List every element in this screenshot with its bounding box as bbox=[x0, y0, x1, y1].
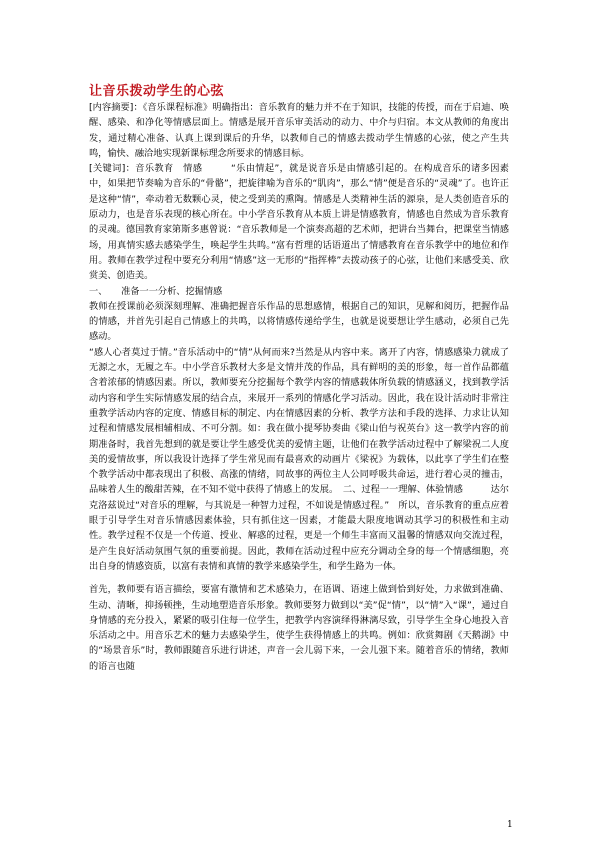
page-number: 1 bbox=[507, 820, 513, 830]
body-paragraph: 教师在授课前必须深刻理解、准确把握音乐作品的思想感情，根据自己的知识，见解和阅历，把握作品的情感，并首先引起自己情感上的共鸣，以将情感传递给学生，也就是说要想让学生感动，必须自己先感动。 bbox=[89, 300, 509, 343]
keywords-paragraph: [关键词]：音乐教育 情感 “乐由情起”，就是说音乐是由情感引起的。在构成音乐的诸多因素中，如果把节奏喻为音乐的“骨骼”，把旋律喻为音乐的“肌肉”，那么“情”便是音乐的“灵魂”了。也许正是这种“情”，牵动着无数颗心灵，使之受到美的熏陶。情感是人类精神生活的源泉，是人类创造音乐的原动力，也是音乐表现的核心所在。中小学音乐教育从本质上讲是情感教育，情感也自然成为音乐教育的灵魂。德国教育家第斯多惠曾说：“音乐教师是一个演奏高超的艺术师，把讲台当舞台，把课堂当情感场，用真情实感去感染学生，唤起学生共鸣。”富有哲理的话语道出了情感教育在音乐教学中的地位和作用。教师在教学过程中要充分利用“情感”这一无形的“指挥棒”去拨动孩子的心弦，让他们来感受美、欣赏美、创造美。 bbox=[89, 163, 509, 282]
document-title: 让音乐拨动学生的心弦 bbox=[89, 84, 225, 99]
document-body bbox=[89, 100, 509, 674]
abstract-paragraph: [内容摘要]：《音乐课程标准》明确指出：音乐教育的魅力并不在于知识，技能的传授，而在于启迪、唤醒、感染、和净化等情感层面上。情感是展开音乐审美活动的动力、中介与归宿。本文从教师的角度出发，通过精心准备、认真上课到课后的升华，以教师自己的情感去拨动学生情感的心弦，使之产生共鸣，愉快、融洽地实现新课标理念所要求的情感目标。 bbox=[89, 102, 509, 159]
body-paragraph: “感人心者莫过于情。”音乐活动中的“情”从何而来?当然是从内容中来。离开了内容，情感感染力就成了无源之水，无履之车。中小学音乐教材大多是文情并茂的作品，具有鲜明的美的形象，每一首作品都蕴含着浓郁的情感因素。所以，教师要充分挖掘每个教学内容的情感载体所负载的情感涵义，找到教学活动内容和学生实际情感发展的结合点，来展开一系列的情感化学习活动。因此，我在设计活动时非常注重教学活动内容的定度、情感目标的制定、内在情感因素的分析、教学方法和手段的选择、力求让认知过程和情感发展相辅相成、不可分割。如：我在做小提琴协奏曲《梁山伯与祝英台》这一教学内容的前期准备时，我首先想到的就是要让学生感受优美的爱情主题，让他们在教学活动过程中了解梁祝二人度美的爱情故事，所以我设计选择了学生常见而有最喜欢的动画片《梁祝》为载体，以此享了学生们在整个教学活动中都表现出了积极、高涨的情绪，同故事的两位主人公同呼吸共命运，进行着心灵的撞击，品味着人生的酸甜苦辣，在不知不觉中获得了情感上的发展。 二、过程一一理解、体验情感 达尔克洛兹说过“对音乐的理解，与其说是一种智力过程，不如说是情感过程。” 所以，音乐教育的重点应着眼于引导学生对音乐情感因素体验，只有抓住这一因素，才能最大限度地调动其学习的积极性和主动性。教学过程不仅是一个传道、授业、解惑的过程，更是一个师生丰富而又温馨的情感双向交流过程，是产生良好活动氛围气氛的重要前提。因此，教师在活动过程中应充分调动全身的每一个情感细胞，亮出自身的情感资质，以富有表情和真情的教学来感染学生，和学生路为一体。 bbox=[89, 346, 509, 572]
body-paragraph: 首先，教师要有语言描绘，要富有激情和艺术感染力，在语调、语速上做到恰到好处，力求做到准确、生动、清晰，抑扬顿挫，生动地塑造音乐形象。教师要努力做到以“美”促“情”，以“情”入“课”，通过自身情感的充分投入，紧紧的吸引住每一位学生，把教学内容演绎得淋漓尽致，引导学生全身心地投入音乐活动之中。用音乐艺术的魅力去感染学生，使学生获得情感上的共鸣。例如：欣赏舞剧《天鹅湖》中的“场景音乐”时，教师跟随音乐进行讲述，声音一会儿弱下来，一会儿强下来。随着音乐的情绪，教师的语言也随 bbox=[89, 584, 509, 672]
section-heading: 一、 准备一一分析、挖掘情感 bbox=[89, 285, 223, 297]
